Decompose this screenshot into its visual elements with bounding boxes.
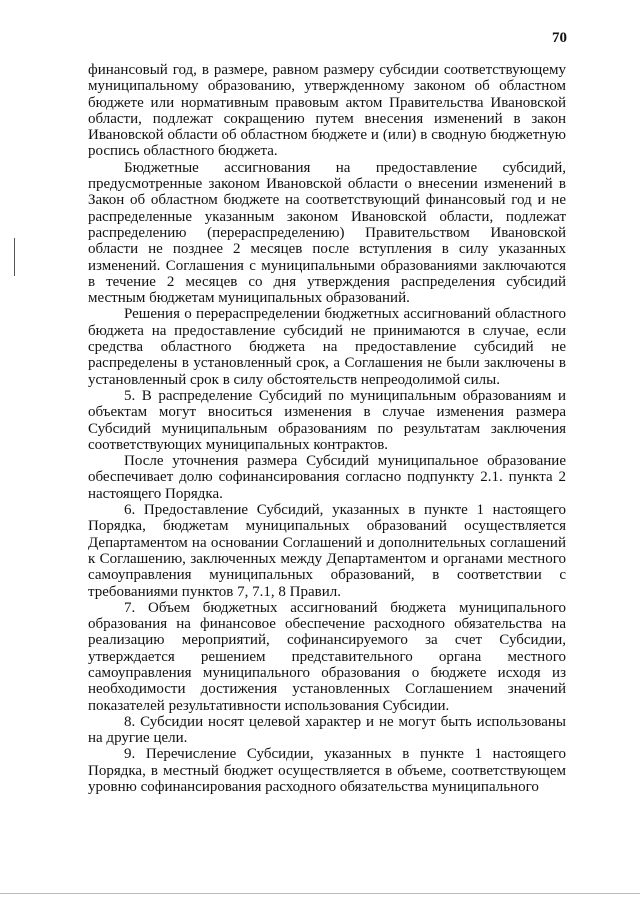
paragraph-item-8: 8. Субсидии носят целевой характер и не могут быть использованы на другие цели. [88, 713, 566, 747]
page-number: 70 [552, 30, 567, 46]
paragraph-item-5-clarification: После уточнения размера Субсидий муниципальное образование обеспечивает долю софинансирования согласно подпункту 2.1. пункта 2 настоящего Порядка. [88, 453, 566, 502]
paragraph-item-5: 5. В распределение Субсидий по муниципальным образованиям и объектам могут вноситься изменения в случае изменения размера Субсидий муниципальным образованиям по результатам заключения соответствующих муниципальных контрактов. [88, 387, 566, 453]
margin-mark [14, 238, 15, 276]
paragraph-item-6: 6. Предоставление Субсидий, указанных в пункте 1 настоящего Порядка, бюджетам муниципальных образований осуществляется Департаментом на основании Соглашений и дополнительных соглашений к Соглашению, заключенных между Департаментом и органами местного самоуправления муниципальных образований, в соответствии с требованиями пунктов 7, 7.1, 8 Правил. [88, 502, 566, 600]
scan-bottom-edge [0, 893, 640, 894]
document-body [88, 62, 566, 795]
paragraph-item-9: 9. Перечисление Субсидии, указанных в пункте 1 настоящего Порядка, в местный бюджет осуществляется в объеме, соответствующем уровню софинансирования расходного обязательства муниципального [88, 746, 566, 796]
paragraph-item-7: 7. Объем бюджетных ассигнований бюджета муниципального образования на финансовое обеспечение расходного обязательства на реализацию мероприятий, софинансируемого за счет Субсидии, утверждается решением представительного органа местного самоуправления муниципального образования о бюджете исходя из необходимости достижения установленных Соглашением значений показателей результативности использования Субсидии. [88, 599, 566, 714]
paragraph-redistribution-decisions: Решения о перераспределении бюджетных ассигнований областного бюджета на предоставление субсидий не принимаются в случае, если средства областного бюджета на предоставление субсидий не распределены в установленный срок, а Соглашения не были заключены в установленный срок в силу обстоятельств непреодолимой силы. [88, 306, 566, 388]
paragraph-continuation: финансовый год, в размере, равном размеру субсидии соответствующему муниципальному образованию, утвержденному законом об областном бюджете или нормативным правовым актом Правительства Ивановской области, подлежат сокращению путем внесения изменений в закон Ивановской области об областном бюджете и (или) в сводную бюджетную роспись областного бюджета. [88, 62, 566, 160]
paragraph-budget-allocations: Бюджетные ассигнования на предоставление субсидий, предусмотренные законом Ивановской области о внесении изменений в Закон об областном бюджете на соответствующий финансовый год и не распределенные указанным законом Ивановской области, подлежат распределению (перераспределению) Правительством Ивановской области не позднее 2 месяцев после вступления в силу указанных изменений. Соглашения с муниципальными образованиями заключаются в течение 2 месяцев со дня утверждения распределения субсидий местным бюджетам муниципальных образований. [88, 159, 566, 307]
